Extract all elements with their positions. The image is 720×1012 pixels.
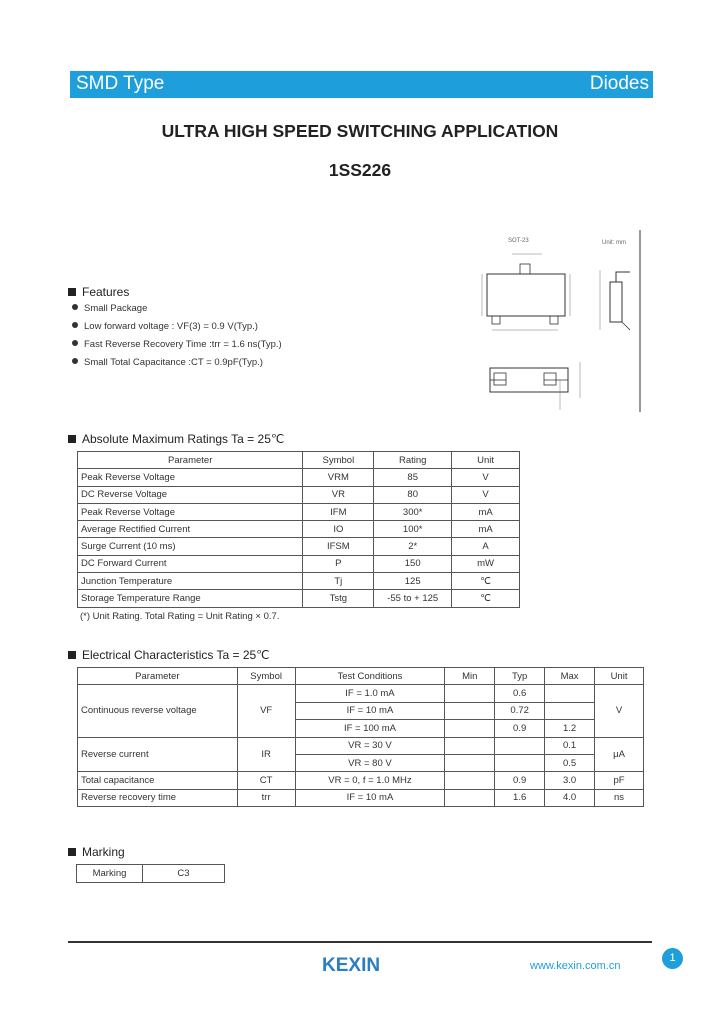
table-row (78, 503, 520, 520)
cell: 300* (374, 503, 452, 520)
cell: Junction Temperature (78, 573, 303, 590)
cell: ℃ (452, 590, 520, 607)
cell: IO (303, 521, 374, 538)
feature-item: Small Package (72, 303, 282, 321)
cell: V (595, 685, 644, 737)
cell (445, 754, 495, 771)
cell: 0.1 (545, 737, 595, 754)
feature-item: Low forward voltage : VF(3) = 0.9 V(Typ.) (72, 321, 282, 339)
cell: IF = 100 mA (295, 720, 445, 737)
table-row (77, 865, 225, 883)
table-row (78, 469, 520, 486)
square-bullet-icon (68, 651, 76, 659)
package-outline-diagram (472, 230, 642, 412)
cell: mA (452, 521, 520, 538)
col-header: Symbol (303, 452, 374, 469)
svg-text:KEXIN: KEXIN (322, 955, 381, 976)
col-header: Unit (452, 452, 520, 469)
kexin-logo (320, 952, 402, 976)
cell: pF (595, 772, 644, 789)
elec-char-table (77, 667, 644, 807)
cell: 0.6 (495, 685, 545, 702)
bullet-icon (72, 358, 78, 364)
package-unit: Unit: mm (602, 240, 626, 246)
cell: 1.2 (545, 720, 595, 737)
table-row (78, 685, 644, 702)
cell: IF = 10 mA (295, 789, 445, 806)
col-header: Parameter (78, 668, 238, 685)
bullet-icon (72, 322, 78, 328)
cell: VR (303, 486, 374, 503)
cell: 0.9 (495, 772, 545, 789)
cell: Surge Current (10 ms) (78, 538, 303, 555)
cell: A (452, 538, 520, 555)
table-row (78, 590, 520, 607)
cell (545, 702, 595, 719)
table-row (78, 486, 520, 503)
bullet-icon (72, 304, 78, 310)
cell: CT (237, 772, 295, 789)
table-row (78, 772, 644, 789)
square-bullet-icon (68, 848, 76, 856)
cell: IF = 1.0 mA (295, 685, 445, 702)
cell: Continuous reverse voltage (78, 685, 238, 737)
bullet-icon (72, 340, 78, 346)
header-category: Diodes (589, 73, 649, 94)
cell: 0.72 (495, 702, 545, 719)
col-header: Max (545, 668, 595, 685)
part-number: 1SS226 (328, 160, 392, 180)
rating-note: (*) Unit Rating. Total Rating = Unit Rating × 0.7. (80, 611, 280, 622)
cell: Reverse recovery time (78, 789, 238, 806)
col-header: Test Conditions (295, 668, 445, 685)
table-row (78, 521, 520, 538)
cell: μA (595, 737, 644, 772)
cell: mW (452, 555, 520, 572)
cell: VF (237, 685, 295, 737)
features-heading: Features (68, 285, 129, 299)
cell: ns (595, 789, 644, 806)
cell: Peak Reverse Voltage (78, 503, 303, 520)
cell: 3.0 (545, 772, 595, 789)
cell: 125 (374, 573, 452, 590)
cell (495, 754, 545, 771)
square-bullet-icon (68, 435, 76, 443)
page-number: 1 (662, 948, 683, 969)
footer-rule (68, 941, 652, 943)
col-header: Typ (495, 668, 545, 685)
marking-heading: Marking (68, 845, 125, 859)
cell: V (452, 469, 520, 486)
cell: mA (452, 503, 520, 520)
cell: V (452, 486, 520, 503)
cell: IFM (303, 503, 374, 520)
header-type: SMD Type (76, 73, 165, 94)
cell (445, 720, 495, 737)
cell: Marking (77, 865, 143, 883)
website-link[interactable]: www.kexin.com.cn (530, 960, 621, 972)
cell: 80 (374, 486, 452, 503)
cell (445, 685, 495, 702)
cell: 2* (374, 538, 452, 555)
cell (545, 685, 595, 702)
table-row (78, 789, 644, 806)
cell (445, 772, 495, 789)
cell: 0.9 (495, 720, 545, 737)
cell: DC Forward Current (78, 555, 303, 572)
cell: 85 (374, 469, 452, 486)
table-header-row (78, 452, 520, 469)
table-row (78, 573, 520, 590)
header-banner (70, 71, 653, 98)
cell: VRM (303, 469, 374, 486)
cell: VR = 0, f = 1.0 MHz (295, 772, 445, 789)
cell: Average Rectified Current (78, 521, 303, 538)
cell: Storage Temperature Range (78, 590, 303, 607)
abs-max-table (77, 451, 520, 608)
cell: C3 (143, 865, 225, 883)
features-list (72, 303, 282, 375)
cell: IR (237, 737, 295, 772)
feature-item: Small Total Capacitance :CT = 0.9pF(Typ.) (72, 357, 282, 375)
cell: VR = 30 V (295, 737, 445, 754)
cell: ℃ (452, 573, 520, 590)
marking-table (76, 864, 225, 883)
feature-item: Fast Reverse Recovery Time :trr = 1.6 ns(Typ.) (72, 339, 282, 357)
col-header: Unit (595, 668, 644, 685)
package-name: SOT-23 (508, 238, 529, 244)
cell (495, 737, 545, 754)
table-row (78, 555, 520, 572)
cell: 150 (374, 555, 452, 572)
cell (445, 789, 495, 806)
cell: Tstg (303, 590, 374, 607)
abs-max-heading: Absolute Maximum Ratings Ta = 25℃ (68, 432, 284, 446)
square-bullet-icon (68, 288, 76, 296)
cell: trr (237, 789, 295, 806)
col-header: Symbol (237, 668, 295, 685)
cell: P (303, 555, 374, 572)
cell: DC Reverse Voltage (78, 486, 303, 503)
col-header: Rating (374, 452, 452, 469)
cell: 4.0 (545, 789, 595, 806)
cell (445, 737, 495, 754)
cell: VR = 80 V (295, 754, 445, 771)
cell: 0.5 (545, 754, 595, 771)
table-row (78, 538, 520, 555)
cell: -55 to + 125 (374, 590, 452, 607)
cell: Peak Reverse Voltage (78, 469, 303, 486)
document-title: ULTRA HIGH SPEED SWITCHING APPLICATION (161, 121, 559, 141)
col-header: Parameter (78, 452, 303, 469)
cell: Reverse current (78, 737, 238, 772)
cell: 100* (374, 521, 452, 538)
col-header: Min (445, 668, 495, 685)
cell: 1.6 (495, 789, 545, 806)
table-header-row (78, 668, 644, 685)
cell: Tj (303, 573, 374, 590)
cell (445, 702, 495, 719)
cell: IFSM (303, 538, 374, 555)
cell: IF = 10 mA (295, 702, 445, 719)
elec-heading: Electrical Characteristics Ta = 25℃ (68, 648, 270, 662)
table-row (78, 737, 644, 754)
cell: Total capacitance (78, 772, 238, 789)
